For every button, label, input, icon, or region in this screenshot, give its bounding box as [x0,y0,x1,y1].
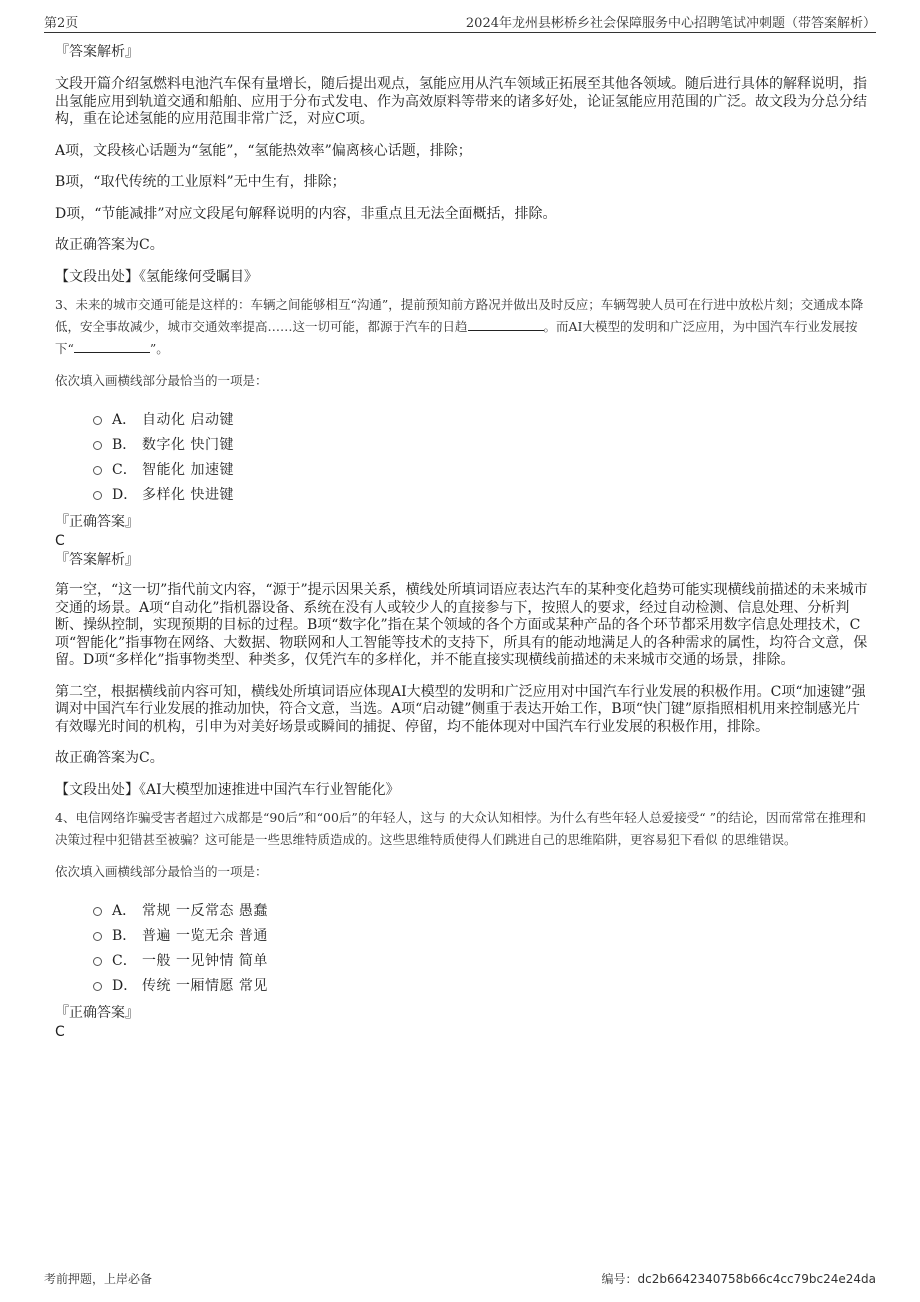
radio-icon[interactable] [93,907,102,916]
page-footer [44,1270,876,1290]
analysis-item-a: A项，文段核心话题为“氢能”，“氢能热效率”偏离核心话题，排除； [55,142,472,159]
page-header [44,10,876,33]
question-3-options [93,406,868,506]
question-3-stem: 3、未来的城市交通可能是这样的：车辆之间能够相互“沟通”，提前预知前方路况并做出及时反应；车辆驾驶人员可在行进中放松片刻；交通成本降低，安全事故减少，城市交通效率提高……这一切可能，都源于汽车的日趋 。而AI大模型的发明和广泛应用，为中国汽车行业发展按下“ ”。 [55,297,864,356]
analysis-paragraph-1: 第一空，“这一切”指代前文内容，“源于”提示因果关系，横线处所填词语应表达汽车的某种变化趋势可能实现横线前描述的未来城市交通的场景。A项“自动化”指机器设备、系统在没有人或较少人的直接参与下，按照人的要求，经过自动检测、信息处理、分析判断、操纵控制，实现预期的目标的过程。B项“数字化”指在某个领域的各个方面或某种产品的各个环节都采用数字信息处理技术，C项“智能化”指事物在网络、大数据、物联网和人工智能等技术的支持下，所具有的能动地满足人的各种需求的属性，均符合文意，保留。D项“多样化”指事物类型、种类多，仅凭汽车的多样化，并不能直接实现横线前描述的未来城市交通的场景，排除。 [55,582,868,668]
analysis-label: 『答案解析』 [55,44,139,60]
radio-icon[interactable] [93,466,102,475]
correct-answer: C [55,1024,65,1040]
question-3-instruction: 依次填入画横线部分最恰当的一项是： [55,373,268,388]
page-number: 第2页 [44,16,79,31]
option-a[interactable]: A． 常规 一反常态 愚蠢 [93,897,868,922]
radio-icon[interactable] [93,416,102,425]
answer-conclusion: 故正确答案为C。 [55,750,164,766]
radio-icon[interactable] [93,932,102,941]
document-code: 编号：dc2b6642340758b66c4cc79bc24e24da [601,1272,876,1286]
analysis-item-b: B项，“取代传统的工业原料”无中生有，排除； [55,174,346,190]
radio-icon[interactable] [93,491,102,500]
option-c[interactable]: C． 一般 一见钟情 简单 [93,947,868,972]
option-b[interactable]: B． 普遍 一览无余 普通 [93,922,868,947]
question-4-instruction: 依次填入画横线部分最恰当的一项是： [55,864,268,879]
option-c[interactable]: C． 智能化 加速键 [93,456,868,481]
option-d[interactable]: D． 多样化 快进键 [93,481,868,506]
correct-answer: C [55,533,65,549]
analysis-item-d: D项，“节能减排”对应文段尾句解释说明的内容，非重点且无法全面概括，排除。 [55,205,557,222]
page-content [55,42,868,1041]
fill-blank [468,318,544,331]
correct-answer-label: 『正确答案』 [55,1005,139,1021]
radio-icon[interactable] [93,957,102,966]
question-4-stem: 4、电信网络诈骗受害者超过六成都是“90后”和“00后”的年轻人，这与 的大众认知相悖。为什么有些年轻人总爱接受“ ”的结论，因而常常在推理和决策过程中犯错甚至被骗？这可能是一些思维特质造成的。这些思维特质使得人们跳进自己的思维陷阱，更容易犯下看似 的思维错误。 [55,810,867,847]
analysis-paragraph: 文段开篇介绍氢燃料电池汽车保有量增长，随后提出观点，氢能应用从汽车领域正拓展至其他各领域。随后进行具体的解释说明，指出氢能应用到轨道交通和船舶、应用于分布式发电、作为高效原料等带来的诸多好处，论证氢能应用范围的广泛。故文段为分总分结构，重在论述氢能的应用范围非常广泛，对应C项。 [55,76,867,127]
option-d[interactable]: D． 传统 一厢情愿 常见 [93,972,868,997]
footer-slogan: 考前押题，上岸必备 [44,1272,153,1286]
analysis-label: 『答案解析』 [55,552,139,568]
question-4-options [93,897,868,997]
radio-icon[interactable] [93,982,102,991]
document-title: 2024年龙州县彬桥乡社会保障服务中心招聘笔试冲刺题（带答案解析） [465,16,876,31]
answer-conclusion: 故正确答案为C。 [55,237,164,253]
radio-icon[interactable] [93,441,102,450]
analysis-paragraph-2: 第二空，根据横线前内容可知，横线处所填词语应体现AI大模型的发明和广泛应用对中国汽车行业发展的积极作用。C项“加速键”强调对中国汽车行业发展的推动加快，符合文意，当选。A项“启动键”侧重于表达开始工作，B项“快门键”原指照相机用来控制感光片有效曝光时间的机构，引申为对美好场景或瞬间的捕捉、停留，均不能体现对中国汽车行业发展的积极作用，排除。 [55,683,866,735]
source-citation: 【文段出处】《氢能缘何受瞩目》 [55,268,258,285]
option-b[interactable]: B． 数字化 快门键 [93,431,868,456]
correct-answer-label: 『正确答案』 [55,514,139,530]
source-citation: 【文段出处】《AI大模型加速推进中国汽车行业智能化》 [55,781,400,798]
fill-blank [74,340,150,353]
option-a[interactable]: A． 自动化 启动键 [93,406,868,431]
